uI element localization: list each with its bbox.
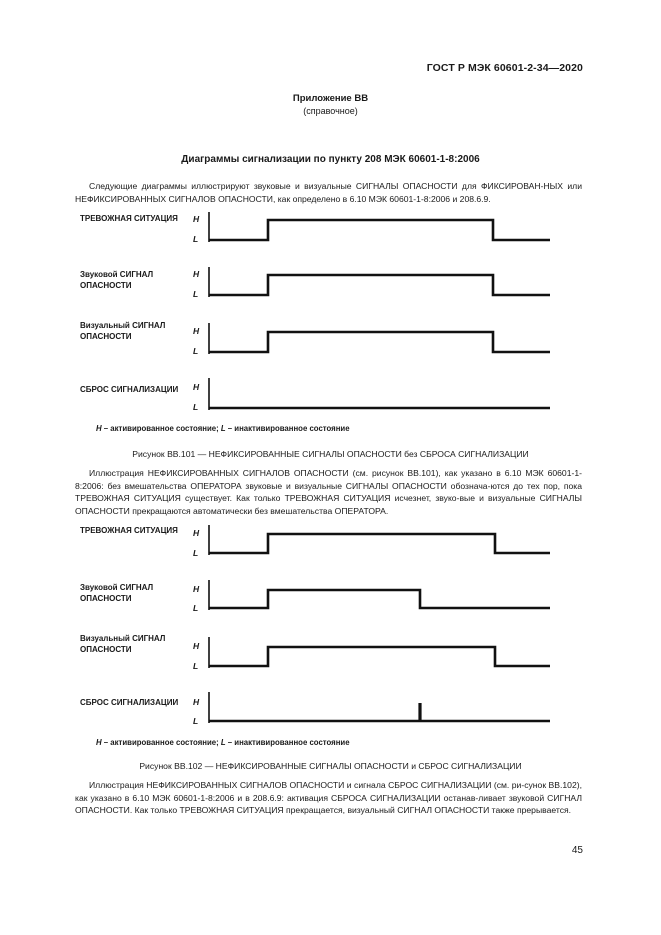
level-h-marker: H [193, 641, 200, 651]
level-l-marker: L [193, 234, 199, 244]
waveforms-fig2 [209, 534, 550, 721]
annex-title: Приложение ВВ [292, 93, 369, 104]
paragraph-3: Иллюстрация НЕФИКСИРОВАННЫХ СИГНАЛОВ ОПАСНОСТИ и сигнала СБРОС СИГНАЛИЗАЦИИ (см. ри-сунок ВВ.102), как указано в 6.10 МЭК 60601-1-8:2006 и в 208.6.9: активация СБРОСА СИГНАЛИЗАЦИИ останав-ливает звуковой СИГНАЛ ОПАСНОСТИ. Как только ТРЕВОЖНАЯ СИТУАЦИЯ прекращается, визуальный СИГНАЛ ОПАСНОСТИ также прерывается. [75, 780, 582, 816]
figure-caption: Рисунок ВВ.101 — НЕФИКСИРОВАННЫЕ СИГНАЛЫ ОПАСНОСТИ без СБРОСА СИГНАЛИЗАЦИИ [132, 449, 529, 459]
section-title: Диаграммы сигнализации по пункту 208 МЭК 60601-1-8:2006 [181, 154, 480, 165]
level-l-marker: L [193, 289, 199, 299]
level-h-marker: H [193, 326, 200, 336]
level-l-marker: L [193, 603, 199, 613]
figure-legend: H – активированное состояние; L – инактивированное состояние [96, 424, 350, 433]
signal-label-auditory-alarm: Звуковой СИГНАЛ ОПАСНОСТИ [80, 270, 154, 290]
signal-label-alarm-condition: ТРЕВОЖНАЯ СИТУАЦИЯ [80, 214, 178, 223]
level-l-marker: L [193, 716, 199, 726]
wave-alarm-condition [209, 220, 550, 240]
waveforms-fig1 [209, 220, 550, 408]
signal-label-alarm-reset: СБРОС СИГНАЛИЗАЦИИ [80, 698, 179, 707]
level-h-marker: H [193, 697, 200, 707]
level-h-marker: H [193, 528, 200, 538]
document-standard-number: ГОСТ Р МЭК 60601-2-34—2020 [426, 62, 583, 74]
wave-alarm-condition [209, 534, 550, 553]
paragraph-2: Иллюстрация НЕФИКСИРОВАННЫХ СИГНАЛОВ ОПАСНОСТИ (см. рисунок ВВ.101), как указано в 6.10 МЭК 60601-1-8:2006: без вмешательства ОПЕРАТОРА звуковые и визуальные СИГНАЛЫ ОПАСНОСТИ обознача-ются до тех пор, пока ТРЕВОЖНАЯ СИТУАЦИЯ существует. Как только ТРЕВОЖНАЯ СИТУАЦИЯ исчезнет, звуко-вые и визуальные СИГНАЛЫ ОПАСНОСТИ прекращаются автоматически без вмешательства ОПЕРАТОРА. [75, 468, 582, 516]
wave-visual-alarm [209, 647, 550, 666]
level-h-marker: H [193, 214, 200, 224]
level-l-marker: L [193, 346, 199, 356]
level-l-marker: L [193, 402, 199, 412]
signal-label-auditory-alarm: Звуковой СИГНАЛ ОПАСНОСТИ [80, 583, 154, 603]
wave-visual-alarm [209, 332, 550, 352]
annex-subtitle: (справочное) [303, 106, 358, 116]
level-h-marker: H [193, 584, 200, 594]
signal-label-visual-alarm: Визуальный СИГНАЛ ОПАСНОСТИ [80, 321, 166, 341]
level-l-marker: L [193, 548, 199, 558]
signal-label-visual-alarm: Визуальный СИГНАЛ ОПАСНОСТИ [80, 634, 166, 654]
intro-paragraph: Следующие диаграммы иллюстрируют звуковые и визуальные СИГНАЛЫ ОПАСНОСТИ для ФИКСИРОВАН-НЫХ или НЕФИКСИРОВАННЫХ СИГНАЛОВ ОПАСНОСТИ, как определено в 6.10 МЭК 60601-1-8:2006 и 208.6.9. [75, 181, 582, 204]
level-l-marker: L [193, 661, 199, 671]
page-number: 45 [571, 845, 583, 856]
wave-auditory-alarm [209, 275, 550, 295]
figure-legend: H – активированное состояние; L – инактивированное состояние [96, 738, 350, 747]
wave-auditory-alarm [209, 590, 550, 608]
signal-label-alarm-condition: ТРЕВОЖНАЯ СИТУАЦИЯ [80, 526, 178, 535]
level-h-marker: H [193, 269, 200, 279]
signal-label-alarm-reset: СБРОС СИГНАЛИЗАЦИИ [80, 385, 179, 394]
level-h-marker: H [193, 382, 200, 392]
figure-caption: Рисунок ВВ.102 — НЕФИКСИРОВАННЫЕ СИГНАЛЫ ОПАСНОСТИ и СБРОС СИГНАЛИЗАЦИИ [139, 761, 522, 771]
